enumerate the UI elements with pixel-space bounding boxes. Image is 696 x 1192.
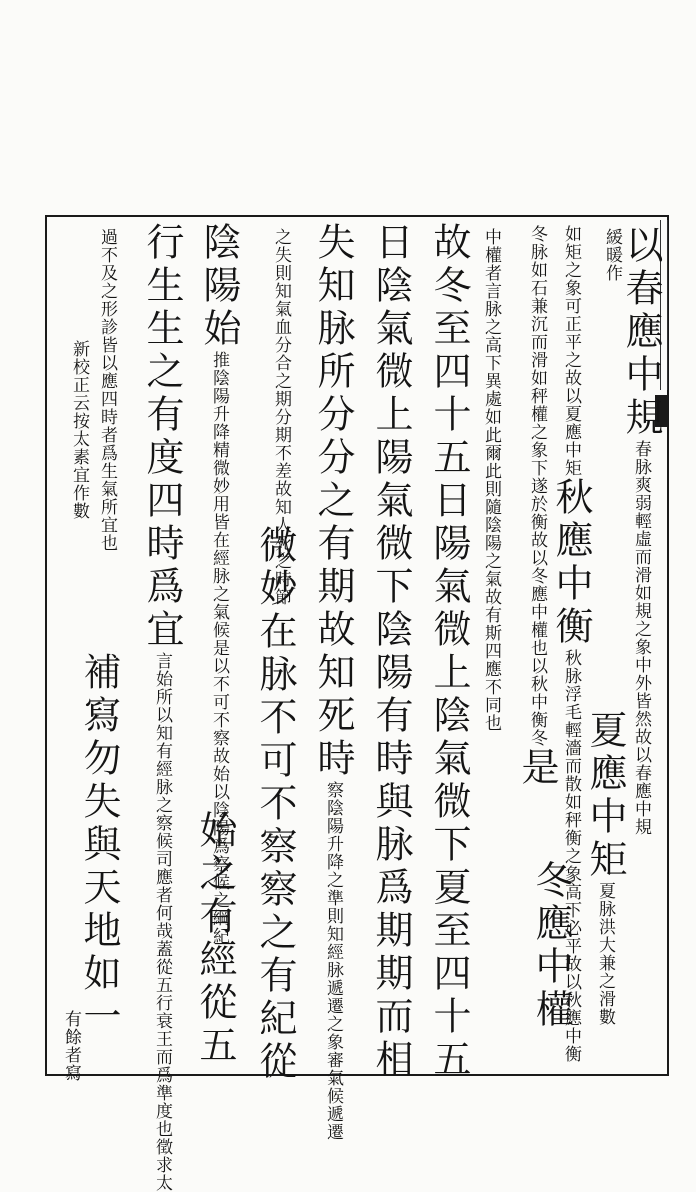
commentary-text: 有餘者寫	[61, 1010, 81, 1082]
commentary-text: 中權者言脉之高下異處如此爾此則隨陰陽之氣故有斯四應不同也	[481, 228, 501, 732]
main-text: 以春應中規	[619, 225, 663, 440]
commentary-text: 緩暖作	[602, 228, 622, 282]
text-column-10	[253, 525, 297, 1084]
commentary-text: 秋脉浮毛輕濇而散如秤衡之象高下必平故以秋應中衡	[561, 649, 581, 1063]
commentary-text: 冬脉如石兼沉而滑如秤權之象下遂於衡故以冬應中權也以秋中衡冬	[527, 225, 547, 747]
text-column-6	[427, 222, 471, 1082]
text-column-14b	[70, 340, 87, 520]
text-column-8	[311, 222, 355, 1141]
commentary-text: 新校正云按太素宜作數	[69, 340, 89, 520]
commentary-text: 如矩之象可正平之故以夏應中矩	[561, 225, 581, 477]
text-column-15-note	[62, 1010, 79, 1082]
main-text: 秋應中衡	[549, 477, 593, 649]
text-column-4b	[529, 860, 573, 1032]
main-text: 日陰氣微上陽氣微下陰陽有時與脉爲期期而相	[369, 222, 413, 1082]
text-column-14	[98, 228, 115, 552]
commentary-text: 過不及之形診皆以應四時者爲生氣所宜也	[97, 228, 117, 552]
text-column-7	[369, 222, 413, 1082]
main-text: 補寫勿失與天地如一	[77, 652, 121, 1039]
text-column-1-note	[603, 228, 620, 282]
commentary-text: 推陰陽升降精微妙用皆在經脉之氣候是以不可不察故始以陰陽爲察候之綱紀	[209, 351, 229, 945]
main-text: 是	[515, 747, 559, 790]
commentary-text: 春脉爽弱輕虛而滑如規之象中外皆然故以春應中規	[631, 440, 651, 836]
commentary-text: 察陰陽升降之準則知經脉遞遷之象審氣候遞遷	[323, 781, 343, 1141]
main-text: 始之有經從五	[193, 810, 237, 1068]
text-column-13	[140, 222, 184, 1192]
main-text: 陰陽始	[197, 222, 241, 351]
text-column-15	[77, 652, 121, 1039]
text-column-12	[193, 810, 237, 1068]
text-column-5	[482, 228, 499, 732]
commentary-text: 言始所以知有經脉之察候司應者何哉蓋從五行衰王而爲準度也徵求太	[152, 652, 172, 1192]
main-text: 行生生之有度四時爲宜	[140, 222, 184, 652]
text-column-2	[583, 710, 627, 1026]
commentary-text: 夏脉洪大兼之滑數	[595, 882, 615, 1026]
commentary-text: 之失則知氣血分合之期分期不差故知人死之時節	[271, 228, 291, 606]
main-text: 冬應中權	[529, 860, 573, 1032]
text-column-1	[619, 225, 663, 836]
text-column-4	[515, 225, 559, 790]
main-text: 故冬至四十五日陽氣微上陰氣微下夏至四十五	[427, 222, 471, 1082]
main-text: 失知脉所分分之有期故知死時	[311, 222, 355, 781]
main-text: 夏應中矩	[583, 710, 627, 882]
main-text: 微妙在脉不可不察察之有紀從	[253, 525, 297, 1084]
